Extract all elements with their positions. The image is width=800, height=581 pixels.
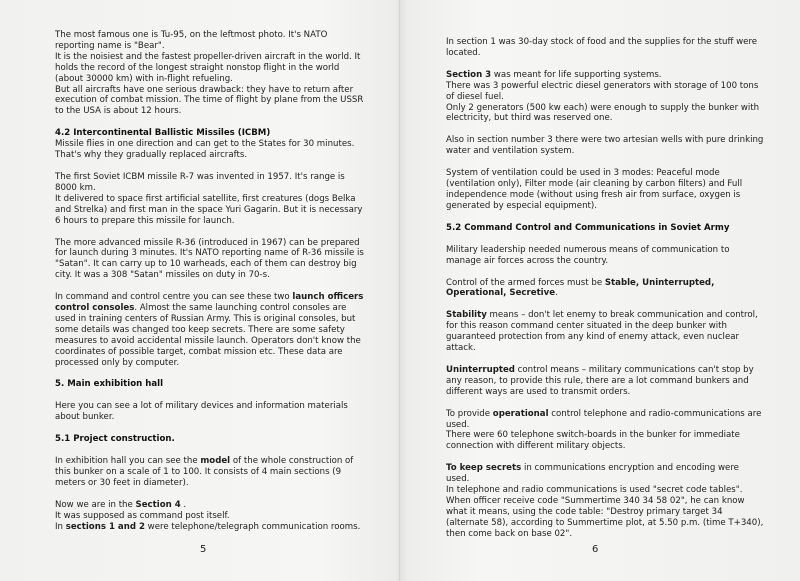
- secrets-text-c: in communications encryption and encoding were used.: [446, 463, 739, 485]
- icbm-heading: 4.2 Intercontinental Ballistic Missiles (ICBM): [55, 128, 271, 139]
- model-text-a: In exhibition hall you can see the: [55, 456, 201, 467]
- section4-text-a: Now we are in the: [55, 499, 136, 510]
- r36-paragraph: The more advanced missile R-36 (introduced in 1967) can be prepared for launch during 3 minutes. It's NATO reporting name of R-36 missile is "Satan". It can carry up to 10 warheads, each of them can destroy big city. It was a 308 "Satan" missiles on duty in 70-s.: [55, 237, 364, 281]
- exhibition-hall-paragraph: Here you can see a lot of military devices and information materials about bunker.: [55, 401, 348, 423]
- consoles-bold: launch officers control consoles: [55, 292, 364, 314]
- section3-line-3: Only 2 generators (500 kw each) were enough to supply the bunker with electricity, but third was reserved one.: [446, 102, 760, 124]
- control-bold: Stable, Uninterrupted, Operational, Secretive: [446, 277, 715, 299]
- section4-text-c: .: [180, 499, 187, 510]
- tu95-line-2: It is the noisiest and the fastest propeller-driven aircraft in the world. It holds the record of the longest straight nonstop flight in the world (about 30000 km) with in-flight refueling.: [55, 51, 361, 84]
- consoles-paragraph: [55, 292, 367, 368]
- control-text-a: Control of the armed forces must be: [446, 277, 605, 288]
- section4-bold: Section 4: [135, 499, 181, 510]
- page-fold: [399, 0, 401, 581]
- r7-line-1: The first Soviet ICBM missile R-7 was invented in 1957. It's range is 8000 km.: [55, 171, 345, 193]
- section4-line-2: It was supposed as command post itself.: [55, 510, 230, 521]
- model-bold: model: [200, 456, 231, 467]
- section1-paragraph: In section 1 was 30-day stock of food and the supplies for the stuff were located.: [446, 37, 758, 58]
- exhibition-hall-heading: 5. Main exhibition hall: [55, 379, 164, 390]
- uninterrupted-text-c: control means – military communications can't stop by any reason, to provide this rule, there are a lot command bunkers and different ways are used to transmit orders.: [446, 364, 754, 397]
- sections12-text-a: In: [55, 521, 66, 532]
- r7-paragraph: [55, 172, 367, 227]
- secrets-paragraph: [446, 463, 764, 539]
- operational-text-c: control telephone and radio-communications are used.: [446, 408, 762, 430]
- tu95-paragraph: [55, 30, 367, 117]
- sections12-bold: sections 1 and 2: [65, 521, 145, 532]
- tu95-line-1: The most famous one is Tu-95, on the leftmost photo. It's NATO reporting name is "Bear".: [55, 30, 328, 51]
- command-control-heading: 5.2 Command Control and Communications in Soviet Army: [446, 222, 730, 233]
- section3-paragraph: [446, 70, 764, 125]
- consoles-text-c: . Almost the same launching control consoles are used in training centers of Russian Army. This is original consoles, but some details was changed too keep secrets. There are some safety measures to avoid accidental missile launch. Operators don't know the coordinates of possible target, combat mission etc. These data are processed only by computer.: [55, 303, 361, 368]
- section3-text-c: was meant for life supporting systems.: [491, 69, 662, 80]
- r7-line-2: It delivered to space first artificial satellite, first creatures (dogs Belka and Strelka) and first man in the space Yuri Gagarin. But it is necessary 6 hours to prepare this missile for launch.: [55, 193, 363, 226]
- uninterrupted-bold: Uninterrupted: [446, 364, 515, 375]
- operational-line-2: There were 60 telephone switch-boards in the bunker for immediate connection with different military objects.: [446, 430, 740, 452]
- leadership-paragraph: Military leadership needed numerous means of communication to manage air forces across the country.: [446, 244, 730, 266]
- icbm-paragraph: Missile flies in one direction and can get to the States for 30 minutes. That's why they gradually replaced aircrafts.: [55, 139, 355, 161]
- stability-paragraph: [446, 310, 764, 354]
- stability-bold: Stability: [446, 310, 487, 321]
- wells-paragraph: Also in section number 3 there were two artesian wells with pure drinking water and ventilation system.: [446, 135, 764, 157]
- model-text-c: of the whole construction of this bunker on a scale of 1 to 100. It consists of 4 main sections (9 meters or 30 feet in diameter).: [55, 456, 354, 488]
- consoles-text-a: In command and control centre you can see these two: [55, 292, 293, 303]
- sections12-text-c: were telephone/telegraph communication rooms.: [144, 521, 361, 532]
- page-number-left: 5: [200, 544, 207, 555]
- uninterrupted-paragraph: [446, 365, 764, 398]
- section3-line-2: There was 3 powerful electric diesel generators with storage of 100 tons of diesel fuel.: [446, 80, 759, 102]
- page-number-right: 6: [592, 544, 599, 555]
- operational-text-a: To provide: [446, 408, 493, 419]
- project-construction-heading: 5.1 Project construction.: [55, 434, 175, 445]
- right-page: [446, 37, 764, 540]
- left-page: [55, 30, 367, 533]
- section4-paragraph: [55, 500, 367, 533]
- control-paragraph: [446, 278, 764, 300]
- ventilation-paragraph: System of ventilation could be used in 3 modes: Peaceful mode (ventilation only), Filter mode (air cleaning by carbon filters) and Full independence mode (without using fresh air from surface, oxygen is generated by especial equipment).: [446, 168, 743, 211]
- stability-text-c: means – don't let enemy to break communication and control, for this reason command center situated in the deep bunker with guaranteed protection from any kind of enemy attack, even nuclear attack.: [446, 310, 758, 354]
- operational-paragraph: [446, 409, 764, 453]
- secrets-bold: To keep secrets: [446, 463, 522, 474]
- secrets-line-2: In telephone and radio communications is used "secret code tables". When officer receive code "Summertime 340 34 58 02", he can know what it means, using the code table: "Destroy primary target 34 (alternate 58), according to Summertime plot, at 5.50 p.m. (time T+340), then come back on base 02".: [446, 485, 764, 539]
- tu95-line-3: But all aircrafts have one serious drawback: they have to return after execution of combat mission. The time of flight by plane from the USSR to the USA is about 12 hours.: [55, 84, 364, 117]
- section3-bold: Section 3: [446, 69, 492, 80]
- operational-bold: operational: [492, 408, 549, 419]
- model-paragraph: [55, 456, 367, 489]
- control-text-c: .: [555, 288, 558, 299]
